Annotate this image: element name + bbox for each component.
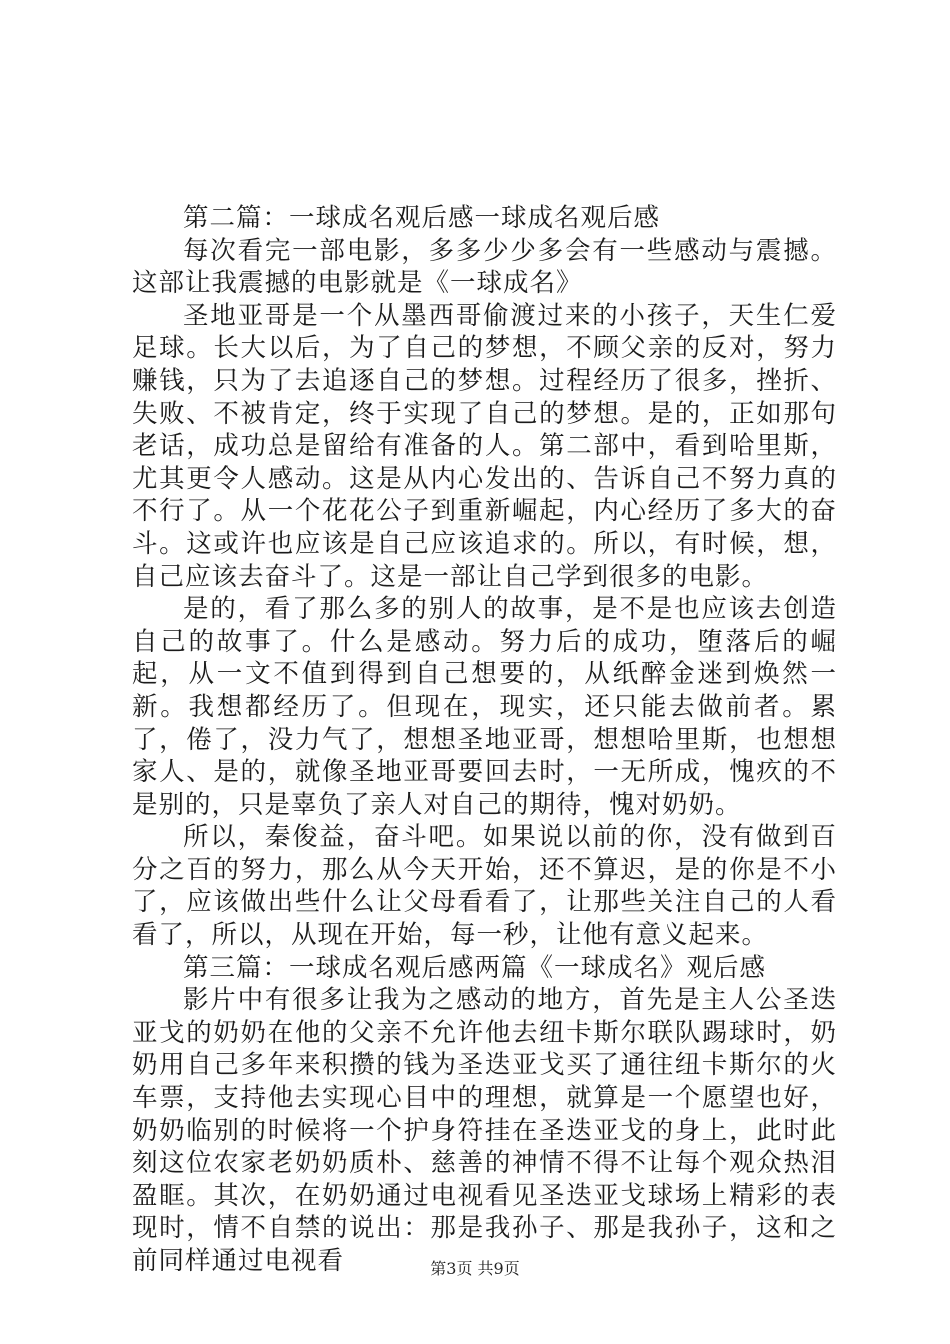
paragraph: 是的，看了那么多的别人的故事，是不是也应该去创造自己的故事了。什么是感动。努力后的成功，堕落后的崛起，从一文不值到得到自己想要的，从纸醉金迷到焕然一新。我想都经历了。但现在，现实，还只能去做前者。累了，倦了，没力气了，想想圣地亚哥，想想哈里斯，也想想家人、是的，就像圣地亚哥要回去时，一无所成，愧疚的不是别的，只是辜负了亲人对自己的期待，愧对奶奶。 (132, 594, 837, 820)
heading-part-three: 第三篇：一球成名观后感两篇《一球成名》观后感 (183, 952, 767, 983)
document-body (132, 202, 837, 1278)
page-number-footer: 第3页 共9页 (430, 1259, 520, 1278)
paragraph: 每次看完一部电影，多多少少多会有一些感动与震撼。这部让我震撼的电影就是《一球成名》 (132, 235, 837, 299)
paragraph: 所以，秦俊益，奋斗吧。如果说以前的你，没有做到百分之百的努力，那么从今天开始，还不算迟，是的你是不小了，应该做出些什么让父母看看了，让那些关注自己的人看看了，所以，从现在开始，每一秒，让他有意义起来。 (132, 822, 837, 951)
paragraph: 圣地亚哥是一个从墨西哥偷渡过来的小孩子，天生仁爱足球。长大以后，为了自己的梦想，不顾父亲的反对，努力赚钱，只为了去追逐自己的梦想。过程经历了很多，挫折、失败、不被肯定，终于实现了自己的梦想。是的，正如那句老话，成功总是留给有准备的人。第二部中，看到哈里斯，尤其更令人感动。这是从内心发出的、告诉自己不努力真的不行了。从一个花花公子到重新崛起，内心经历了多大的奋斗。这或许也应该是自己应该追求的。所以，有时候，想，自己应该去奋斗了。这是一部让自己学到很多的电影。 (132, 300, 837, 592)
paragraph: 影片中有很多让我为之感动的地方，首先是主人公圣迭亚戈的奶奶在他的父亲不允许他去纽卡斯尔联队踢球时，奶奶用自己多年来积攒的钱为圣迭亚戈买了通往纽卡斯尔的火车票，支持他去实现心目中的理想，就算是一个愿望也好，奶奶临别的时候将一个护身符挂在圣迭亚戈的身上，此时此刻这位农家老奶奶质朴、慈善的神情不得不让每个观众热泪盈眶。其次，在奶奶通过电视看见圣迭亚戈球场上精彩的表现时，情不自禁的说出：那是我孙子、那是我孙子，这和之前同样通过电视看 (132, 985, 837, 1276)
heading-part-two: 第二篇：一球成名观后感一球成名观后感 (183, 203, 661, 233)
